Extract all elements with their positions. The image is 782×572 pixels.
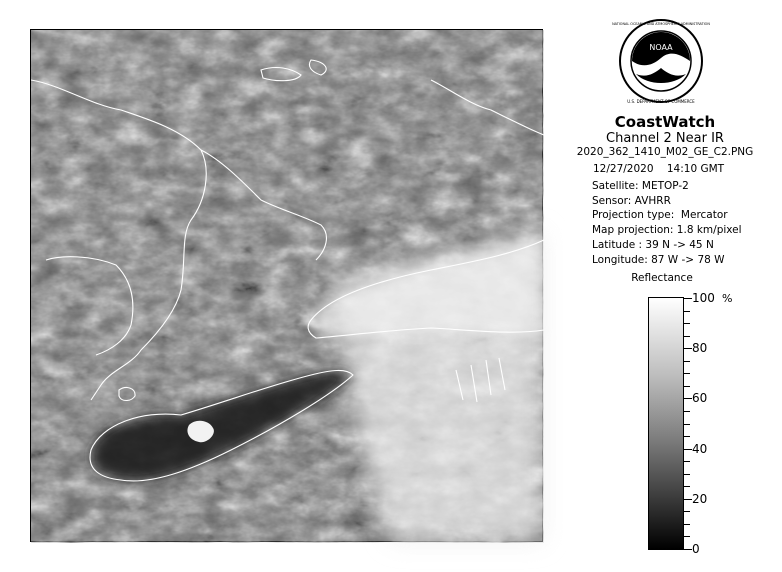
colorbar-tick-label: 40: [692, 442, 708, 456]
svg-text:NATIONAL OCEANIC AND ATMOSPHER: NATIONAL OCEANIC AND ATMOSPHERIC ADMINISTRATION: [612, 22, 710, 26]
colorbar-tick-label: 20: [692, 492, 708, 506]
colorbar-tick: [684, 436, 690, 437]
colorbar-tick: [684, 474, 690, 475]
latitude-info: Latitude : 39 N -> 45 N: [592, 239, 714, 251]
colorbar-tick: [684, 499, 692, 500]
svg-text:U.S. DEPARTMENT OF COMMERCE: U.S. DEPARTMENT OF COMMERCE: [627, 99, 695, 104]
colorbar-tick-label: 100: [692, 291, 715, 305]
date-time: 12/27/2020 14:10 GMT: [593, 163, 725, 175]
satellite-info: Satellite: METOP-2: [592, 180, 689, 192]
colorbar-tick: [684, 424, 690, 425]
colorbar-tick: [684, 386, 690, 387]
colorbar-tick: [684, 298, 692, 299]
satellite-image: [30, 29, 543, 542]
colorbar-unit: %: [722, 292, 733, 305]
colorbar-tick: [684, 348, 692, 349]
svg-text:NOAA: NOAA: [649, 43, 673, 52]
colorbar-tick: [684, 361, 690, 362]
colorbar-tick-label: 0: [692, 542, 700, 556]
colorbar-tick-label: 80: [692, 341, 708, 355]
colorbar-tick: [684, 549, 692, 550]
colorbar-tick: [684, 486, 690, 487]
file-name: 2020_362_1410_M02_GE_C2.PNG: [576, 146, 754, 158]
sensor-info: Sensor: AVHRR: [592, 195, 671, 207]
colorbar-tick: [684, 449, 692, 450]
colorbar-tick: [684, 536, 690, 537]
reflectance-colorbar: [648, 297, 684, 550]
colorbar-tick: [684, 511, 690, 512]
noaa-logo-icon: [612, 16, 710, 110]
longitude-info: Longitude: 87 W -> 78 W: [592, 254, 725, 266]
colorbar-tick-label: 60: [692, 391, 708, 405]
colorbar-tick: [684, 411, 690, 412]
colorbar-tick: [684, 398, 692, 399]
colorbar-tick: [684, 336, 690, 337]
colorbar-tick: [684, 323, 690, 324]
map-projection-info: Map projection: 1.8 km/pixel: [592, 224, 742, 236]
colorbar-tick: [684, 461, 690, 462]
colorbar-tick: [684, 373, 690, 374]
colorbar-tick: [684, 524, 690, 525]
product-title: CoastWatch: [614, 113, 716, 131]
colorbar-tick: [684, 311, 690, 312]
channel-label: Channel 2 Near IR: [606, 131, 724, 146]
colorbar-title: Reflectance: [631, 272, 693, 284]
satellite-scene: [31, 30, 544, 543]
projection-type-info: Projection type: Mercator: [592, 209, 728, 221]
